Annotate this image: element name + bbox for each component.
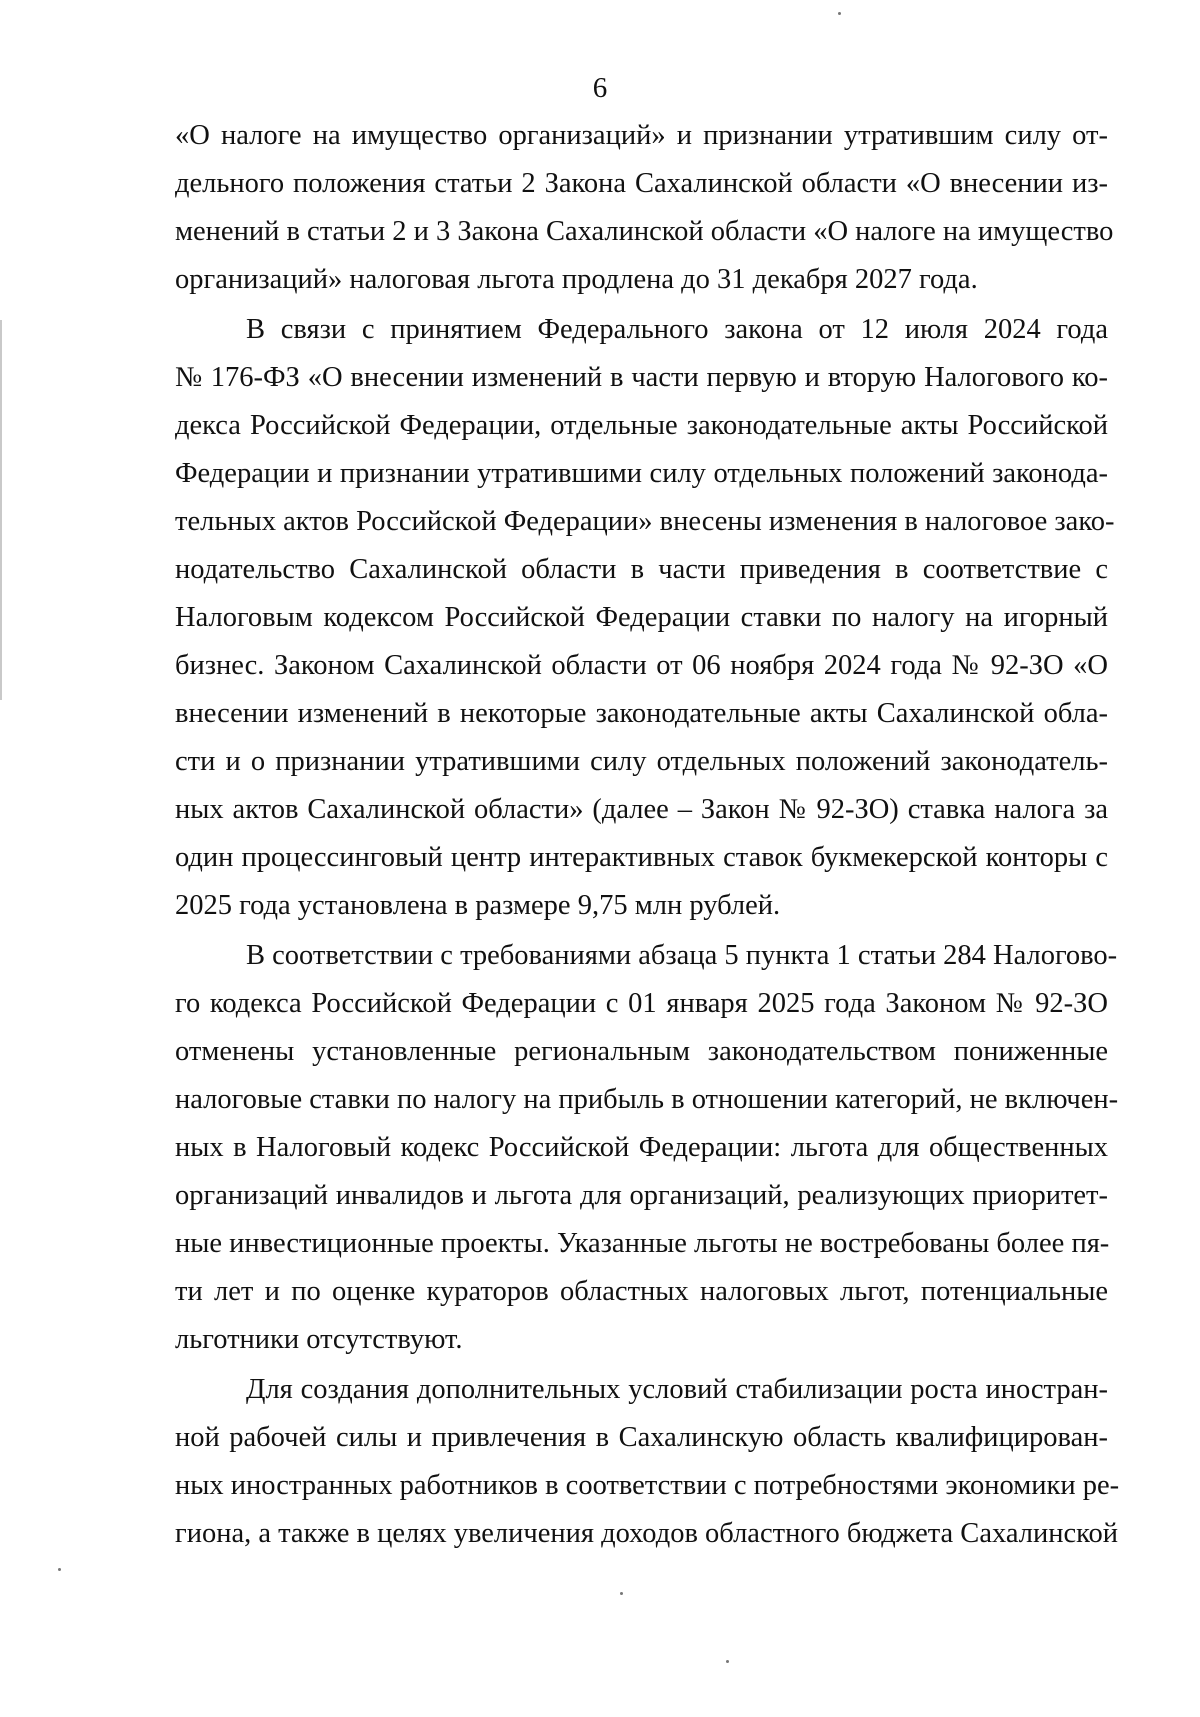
text-line: декса Российской Федерации, отдельные законодательные акты Российской (175, 410, 1108, 441)
scan-speck (838, 12, 841, 15)
text-line: организаций» налоговая льгота продлена до 31 декабря 2027 года. (175, 264, 978, 295)
text-line: № 176-ФЗ «О внесении изменений в части первую и вторую Налогового ко- (175, 362, 1108, 393)
text-line: «О налоге на имущество организаций» и признании утратившим силу от- (175, 120, 1108, 151)
text-line: В соответствии с требованиями абзаца 5 пункта 1 статьи 284 Налогово- (246, 940, 1118, 971)
document-body (175, 112, 1120, 1558)
scan-speck (620, 1592, 623, 1595)
text-line: налоговые ставки по налогу на прибыль в отношении категорий, не включен- (175, 1084, 1119, 1115)
text-line: гиона, а также в целях увеличения доходов областного бюджета Сахалинской (175, 1518, 1119, 1549)
text-line: Налоговым кодексом Российской Федерации ставки по налогу на игорный (175, 602, 1108, 633)
paragraph-4 (175, 1366, 1120, 1558)
text-line: внесении изменений в некоторые законодательные акты Сахалинской обла- (175, 698, 1108, 729)
text-line: Федерации и признании утратившими силу отдельных положений законода- (175, 458, 1108, 489)
text-line: льготники отсутствуют. (175, 1324, 463, 1355)
text-line: ные инвестиционные проекты. Указанные льготы не востребованы более пя- (175, 1228, 1110, 1259)
paragraph-3 (175, 932, 1119, 1364)
scan-speck (58, 1568, 61, 1571)
paragraph-2 (175, 306, 1115, 930)
text-line: менений в статьи 2 и 3 Закона Сахалинской области «О налоге на имущество (175, 216, 1114, 247)
text-line: ной рабочей силы и привлечения в Сахалинскую область квалифицирован- (175, 1422, 1108, 1453)
text-line: организаций инвалидов и льгота для организаций, реализующих приоритет- (175, 1180, 1108, 1211)
text-line: нодательство Сахалинской области в части приведения в соответствие с (175, 554, 1108, 585)
text-line: Для создания дополнительных условий стабилизации роста иностран- (246, 1374, 1108, 1405)
text-line: сти и о признании утратившими силу отдельных положений законодатель- (175, 746, 1108, 777)
text-line: бизнес. Законом Сахалинской области от 06 ноября 2024 года № 92-ЗО «О (175, 650, 1108, 681)
text-line: отменены установленные региональным законодательством пониженные (175, 1036, 1108, 1067)
text-line: дельного положения статьи 2 Закона Сахалинской области «О внесении из- (175, 168, 1108, 199)
text-line: тельных актов Российской Федерации» внесены изменения в налоговое зако- (175, 506, 1115, 537)
scan-edge-mark (0, 320, 2, 700)
text-line: 2025 года установлена в размере 9,75 млн рублей. (175, 890, 781, 921)
text-line: го кодекса Российской Федерации с 01 января 2025 года Законом № 92-ЗО (175, 988, 1108, 1019)
text-line: один процессинговый центр интерактивных ставок букмекерской конторы с (175, 842, 1108, 873)
text-line: ти лет и по оценке кураторов областных налоговых льгот, потенциальные (175, 1276, 1108, 1307)
text-line: ных актов Сахалинской области» (далее – Закон № 92-ЗО) ставка налога за (175, 794, 1108, 825)
scan-speck (726, 1660, 729, 1663)
page-number: 6 (592, 72, 608, 104)
text-line: ных иностранных работников в соответствии с потребностями экономики ре- (175, 1470, 1120, 1501)
text-line: ных в Налоговый кодекс Российской Федерации: льгота для общественных (175, 1132, 1108, 1163)
text-line: В связи с принятием Федерального закона от 12 июля 2024 года (246, 314, 1108, 345)
paragraph-1 (175, 112, 1114, 304)
